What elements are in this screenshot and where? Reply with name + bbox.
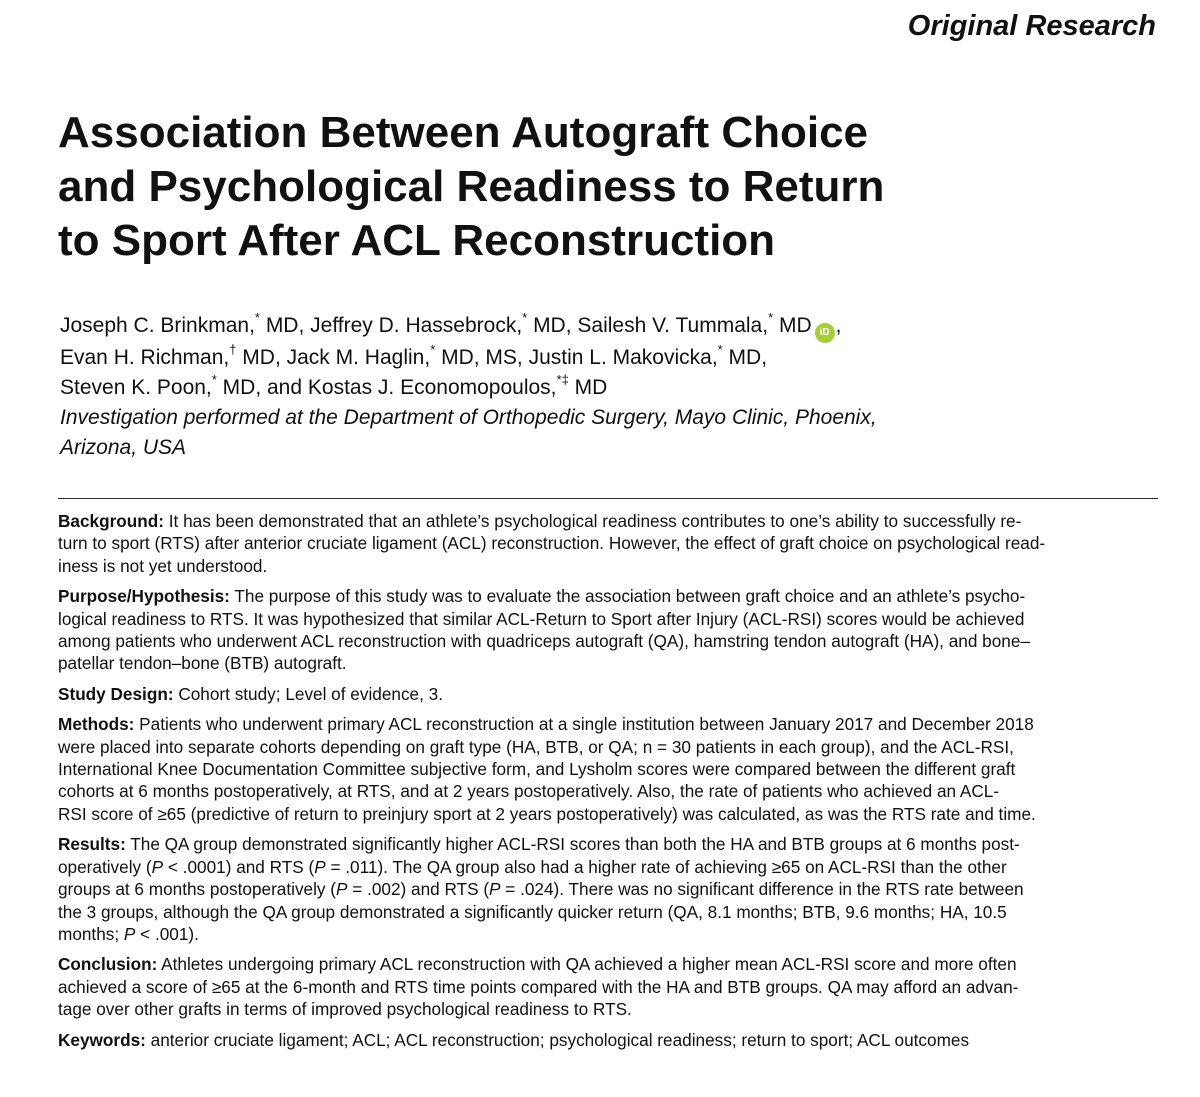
abstract-line bbox=[58, 976, 1158, 998]
author-line bbox=[60, 311, 1140, 343]
abstract-line bbox=[58, 758, 1158, 780]
abstract-text: International Knee Documentation Committee subjective form, and Lysholm scores were compared between the different graft bbox=[58, 759, 1016, 780]
author-text: MD bbox=[773, 314, 812, 337]
abstract-line bbox=[58, 630, 1158, 652]
abstract-line bbox=[58, 652, 1158, 674]
abstract-text: achieved a score of ≥65 at the 6-month and RTS time points compared with the HA and BTB groups. QA may afford an advan- bbox=[58, 976, 1019, 997]
article-title bbox=[58, 106, 1118, 268]
institution-affiliation bbox=[60, 403, 1160, 463]
author-text: MD bbox=[568, 376, 608, 399]
abstract-text: months; P < .001). bbox=[58, 923, 199, 944]
title-line: Association Between Autograft Choice bbox=[58, 108, 869, 157]
abstract-text: iness is not yet understood. bbox=[58, 555, 268, 576]
abstract-text: Patients who underwent primary ACL reconstruction at a single institution between January 2017 and December 2018 bbox=[139, 714, 1034, 735]
abstract-line bbox=[58, 878, 1158, 900]
author-list bbox=[60, 311, 1140, 403]
affiliation-marker: * bbox=[522, 310, 528, 325]
abstract-divider bbox=[58, 498, 1158, 499]
author-text: , bbox=[835, 314, 842, 337]
abstract-section-label: Study Design: bbox=[58, 683, 174, 704]
abstract-line bbox=[58, 683, 1158, 705]
abstract-text: groups at 6 months postoperatively (P = .002) and RTS (P = .024). There was no significant difference in the RTS rate between bbox=[58, 879, 1024, 900]
affiliation-marker: * bbox=[211, 372, 217, 387]
institution-line: Investigation performed at the Department of Orthopedic Surgery, Mayo Clinic, Phoenix, bbox=[60, 406, 877, 429]
abstract-text: It has been demonstrated that an athlete’s psychological readiness contributes to one’s ability to successfully re- bbox=[168, 511, 1022, 531]
affiliation-marker: *‡ bbox=[556, 372, 569, 387]
abstract-line bbox=[58, 510, 1158, 532]
affiliation-marker: * bbox=[430, 342, 436, 357]
abstract-section bbox=[58, 585, 1158, 675]
abstract-section-label: Conclusion: bbox=[58, 954, 158, 975]
abstract-line bbox=[58, 736, 1158, 758]
affiliation-marker: * bbox=[717, 342, 723, 357]
abstract-section bbox=[58, 683, 1158, 705]
abstract bbox=[58, 510, 1158, 1059]
affiliation-marker: * bbox=[254, 310, 260, 325]
abstract-section-label: Results: bbox=[58, 834, 126, 855]
abstract-text: patellar tendon–bone (BTB) autograft. bbox=[58, 653, 347, 674]
abstract-text: The purpose of this study was to evaluate the association between graft choice and an athlete’s psycho- bbox=[234, 586, 1026, 607]
abstract-section-label: Background: bbox=[58, 511, 164, 531]
abstract-line bbox=[58, 713, 1158, 735]
abstract-text: Cohort study; Level of evidence, 3. bbox=[178, 683, 443, 704]
abstract-text: tage over other grafts in terms of improved psychological readiness to RTS. bbox=[58, 999, 632, 1020]
abstract-line bbox=[58, 555, 1158, 577]
affiliation-marker: * bbox=[768, 310, 774, 325]
abstract-text: anterior cruciate ligament; ACL; ACL reconstruction; psychological readiness; return to sport; ACL outcomes bbox=[150, 1029, 970, 1050]
author-text: Joseph C. Brinkman, bbox=[60, 314, 255, 337]
author-line bbox=[60, 373, 1140, 403]
orcid-icon[interactable]: iD bbox=[815, 323, 835, 343]
abstract-text: logical readiness to RTS. It was hypothesized that similar ACL-Return to Sport after Injury (ACL-RSI) scores would be achieved bbox=[58, 608, 1025, 629]
section-label: Original Research bbox=[907, 10, 1156, 42]
abstract-text: RSI score of ≥65 (predictive of return to preinjury sport at 2 years postoperatively) was calculated, as was the RTS rate and time. bbox=[58, 803, 1036, 824]
abstract-line bbox=[58, 998, 1158, 1020]
abstract-line bbox=[58, 833, 1158, 855]
abstract-text: The QA group demonstrated significantly higher ACL-RSI scores than both the HA and BTB groups at 6 months post- bbox=[130, 834, 1020, 855]
author-line bbox=[60, 343, 1140, 373]
author-text: MD, MS, Justin L. Makovicka, bbox=[435, 346, 718, 369]
abstract-line bbox=[58, 585, 1158, 607]
abstract-section bbox=[58, 833, 1158, 945]
author-text: MD, Jeffrey D. Hassebrock, bbox=[259, 314, 523, 337]
abstract-line bbox=[58, 901, 1158, 923]
abstract-text: among patients who underwent ACL reconstruction with quadriceps autograft (QA), hamstring tendon autograft (HA), and bone– bbox=[58, 631, 1030, 652]
abstract-line bbox=[58, 780, 1158, 802]
author-text: Steven K. Poon, bbox=[60, 376, 212, 399]
abstract-section-label: Methods: bbox=[58, 714, 135, 735]
author-text: MD, and Kostas J. Economopoulos, bbox=[216, 376, 557, 399]
abstract-section bbox=[58, 953, 1158, 1020]
abstract-text: were placed into separate cohorts depending on graft type (HA, BTB, or QA; n = 30 patients in each group), and the ACL-RSI, bbox=[58, 736, 1014, 757]
abstract-text: the 3 groups, although the QA group demonstrated a significantly quicker return (QA, 8.1 months; BTB, 9.6 months; HA, 10.5 bbox=[58, 901, 1007, 922]
abstract-section-label: Keywords: bbox=[58, 1029, 146, 1050]
title-line: and Psychological Readiness to Return bbox=[58, 162, 885, 211]
abstract-text: operatively (P < .0001) and RTS (P = .011). The QA group also had a higher rate of achieving ≥65 on ACL-RSI than the other bbox=[58, 856, 1007, 877]
abstract-text: turn to sport (RTS) after anterior cruciate ligament (ACL) reconstruction. However, the effect of graft choice on psychological read- bbox=[58, 533, 1046, 554]
abstract-line bbox=[58, 608, 1158, 630]
abstract-text: cohorts at 6 months postoperatively, at RTS, and at 2 years postoperatively. Also, the rate of patients who achieved an ACL- bbox=[58, 781, 1000, 802]
author-text: MD, Sailesh V. Tummala, bbox=[527, 314, 769, 337]
author-text: Evan H. Richman, bbox=[60, 346, 230, 369]
author-text: MD, bbox=[722, 346, 768, 369]
abstract-section bbox=[58, 510, 1158, 577]
abstract-section-label: Purpose/Hypothesis: bbox=[58, 586, 230, 607]
author-text: MD, Jack M. Haglin, bbox=[236, 346, 431, 369]
title-line: to Sport After ACL Reconstruction bbox=[58, 216, 776, 265]
affiliation-marker: † bbox=[229, 342, 237, 357]
abstract-section bbox=[58, 713, 1158, 825]
abstract-text: Athletes undergoing primary ACL reconstruction with QA achieved a higher mean ACL-RSI score and more often bbox=[161, 954, 1017, 975]
abstract-section bbox=[58, 1029, 1158, 1051]
institution-line: Arizona, USA bbox=[60, 436, 187, 459]
abstract-line bbox=[58, 923, 1158, 945]
abstract-line bbox=[58, 856, 1158, 878]
abstract-line bbox=[58, 1029, 1158, 1051]
abstract-line bbox=[58, 532, 1158, 554]
abstract-line bbox=[58, 803, 1158, 825]
abstract-line bbox=[58, 953, 1158, 975]
